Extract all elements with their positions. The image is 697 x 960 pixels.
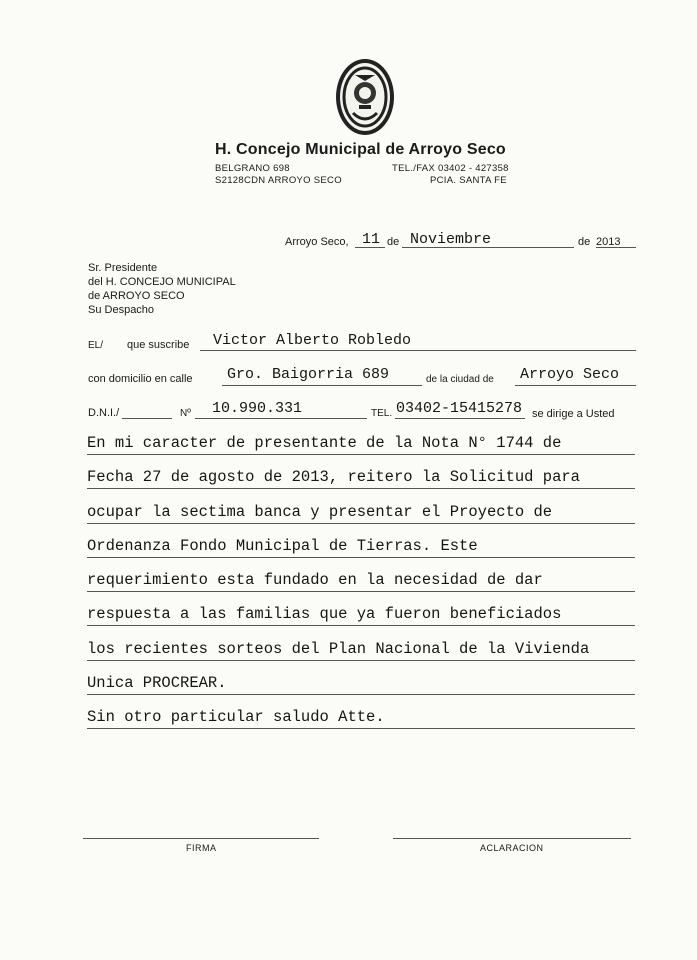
body-line: ocupar la sectima banca y presentar el Proyecto de [87,503,553,521]
el-label: EL/ [88,340,104,351]
firma-label: FIRMA [186,843,217,853]
date-de-label-1: de [387,236,400,248]
dni-label: D.N.I./ [88,407,120,419]
header-phone: TEL./FAX 03402 - 427358 [392,163,509,174]
body-line: requerimiento esta fundado en la necesidad de dar [87,571,543,589]
addressee-line-2: del H. CONCEJO MUNICIPAL [88,276,236,288]
body-line: Sin otro particular saludo Atte. [87,708,385,726]
addressee-line-1: Sr. Presidente [88,262,158,274]
body-line: respuesta a las familias que ya fueron beneficiados [87,605,562,623]
street-value: Gro. Baigorria 689 [227,366,390,383]
domicilio-label: con domicilio en calle [88,373,193,385]
body-line: los recientes sorteos del Plan Nacional de la Vivienda [87,640,590,658]
dni-number-label: Nº [180,408,191,419]
tel-value: 03402-15415278 [396,400,523,417]
municipal-seal [333,57,397,139]
body-line: Ordenanza Fondo Municipal de Tierras. Este [87,537,478,555]
addressee-line-3: de ARROYO SECO [88,290,185,302]
suscribe-label: que suscribe [127,339,190,351]
body-line: Unica PROCREAR. [87,674,227,692]
dni-value: 10.990.331 [212,400,303,417]
aclaracion-label: ACLARACION [480,843,544,853]
body-line: Fecha 27 de agosto de 2013, reitero la Solicitud para [87,468,580,486]
subscriber-name: Victor Alberto Robledo [213,332,412,349]
date-month: Noviembre [410,231,492,248]
address-line-1: BELGRANO 698 [215,163,290,174]
date-year: 2013 [596,236,621,248]
city-value: Arroyo Seco [520,366,620,383]
header-province: PCIA. SANTA FE [430,175,507,186]
address-line-2: S2128CDN ARROYO SECO [215,175,342,186]
date-day: 11 [362,231,381,248]
institution-title: H. Concejo Municipal de Arroyo Seco [215,141,506,158]
addressee-line-4: Su Despacho [88,304,155,316]
tel-label: TEL. [371,408,393,419]
date-place-label: Arroyo Seco, [285,236,349,248]
date-de-label-2: de [578,236,591,248]
ciudad-label: de la ciudad de [426,374,494,385]
body-line: En mi caracter de presentante de la Nota N° 1744 de [87,434,562,452]
dirige-label: se dirige a Usted [532,408,615,420]
